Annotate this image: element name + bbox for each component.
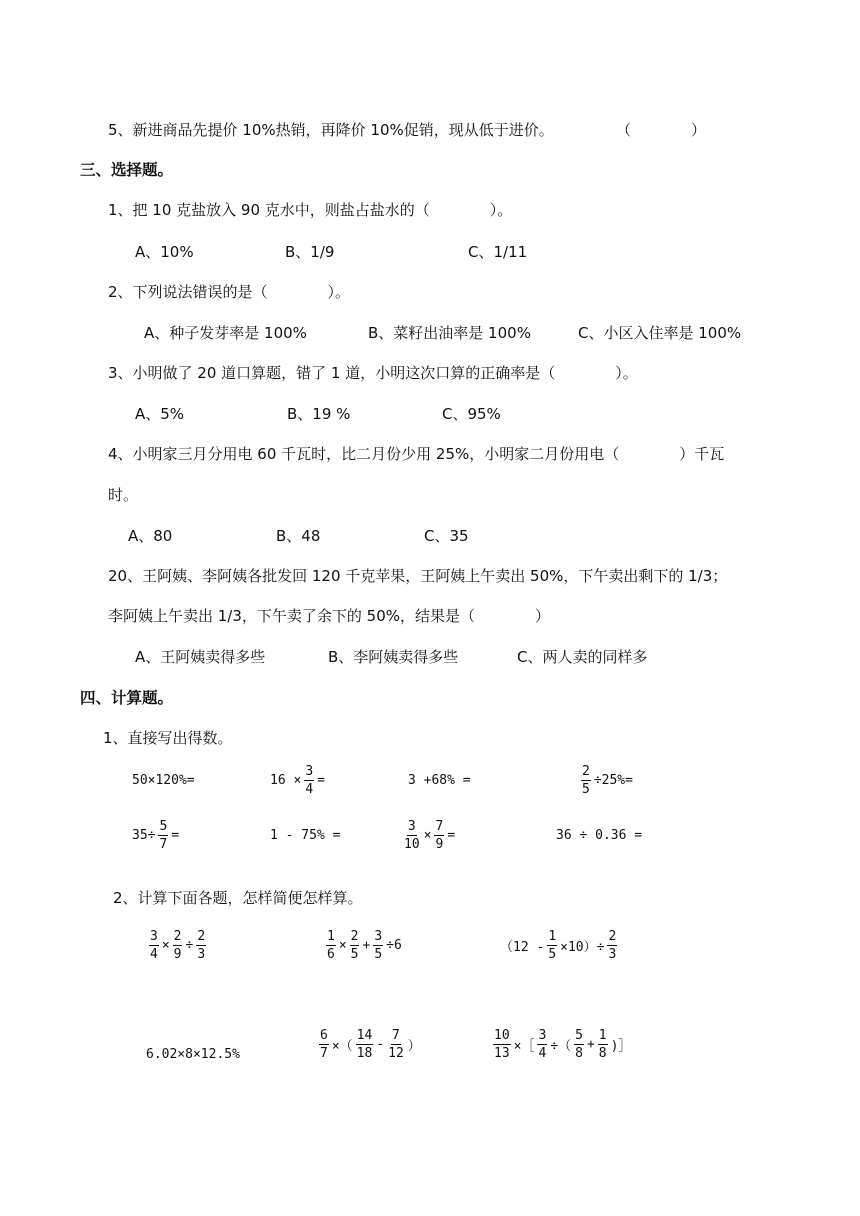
calc-part1-title: 1、直接写出得数。 <box>103 729 233 747</box>
choice-q1-option-b[interactable]: B、1/9 <box>285 243 335 261</box>
calc2-expr-e: $\frac{6}{7}$ ×（ $\frac{14}{18}$ - $\frac{7}{12}$ ） <box>320 1027 421 1061</box>
fraction: $\frac{2}{9}$ <box>173 928 182 962</box>
choice-q1-option-c[interactable]: C、1/11 <box>468 243 528 261</box>
calc1-expr-3: 3 +68% = <box>408 772 471 788</box>
choice-q4-option-b[interactable]: B、48 <box>276 527 321 545</box>
choice-q3-stem: 3、小明做了 20 道口算题，错了 1 道，小明这次口算的正确率是（ ）。 <box>108 364 638 382</box>
choice-q1-stem: 1、把 10 克盐放入 90 克水中，则盐占盐水的（ ）。 <box>108 201 513 219</box>
fraction: $\frac{3}{4}$ <box>150 928 158 962</box>
calc1-expr-2: 16 × $\frac{3}{4}$ = <box>270 763 325 797</box>
choice-q4-stem-line2: 时。 <box>108 486 139 504</box>
fraction: $\frac{5}{8}$ <box>575 1027 583 1061</box>
calc1-expr-6: 1 - 75% = <box>270 827 341 843</box>
fraction: $\frac{3}{10}$ <box>404 818 420 852</box>
section-3-title: 三、选择题。 <box>80 161 174 179</box>
choice-q20-option-b[interactable]: B、李阿姨卖得多些 <box>328 648 459 666</box>
fraction: $\frac{2}{5}$ <box>350 928 359 962</box>
choice-q2-option-b[interactable]: B、菜籽出油率是 100% <box>368 324 531 342</box>
judge-q5-blank[interactable]: （ ） <box>616 121 707 139</box>
calc1-expr-7: $\frac{3}{10}$ × $\frac{7}{9}$ = <box>404 818 456 852</box>
choice-q2-option-a[interactable]: A、种子发芽率是 100% <box>144 324 307 342</box>
choice-q4-option-a[interactable]: A、80 <box>128 527 173 545</box>
choice-q20-option-c[interactable]: C、两人卖的同样多 <box>517 648 648 666</box>
choice-q4-option-c[interactable]: C、35 <box>424 527 469 545</box>
fraction: $\frac{10}{13}$ <box>494 1027 510 1061</box>
choice-q2-option-c[interactable]: C、小区入住率是 100% <box>578 324 742 342</box>
fraction: $\frac{1}{8}$ <box>598 1027 607 1061</box>
calc1-expr-4: $\frac{2}{5}$ ÷25%= <box>582 763 633 797</box>
fraction: $\frac{14}{18}$ <box>356 1027 373 1061</box>
section-4-title: 四、计算题。 <box>80 689 174 707</box>
fraction: $\frac{7}{12}$ <box>388 1027 404 1061</box>
fraction: $\frac{5}{7}$ <box>159 818 168 852</box>
calc1-expr-5: 35÷ $\frac{5}{7}$ = <box>132 818 180 852</box>
calc-part2-title: 2、计算下面各题，怎样简便怎样算。 <box>113 889 363 907</box>
choice-q3-option-b[interactable]: B、19 % <box>287 405 351 423</box>
calc2-expr-c: （12 - $\frac{1}{5}$ ×10）÷ $\frac{2}{3}$ <box>500 928 617 962</box>
fraction: $\frac{6}{7}$ <box>320 1027 328 1061</box>
choice-q1-option-a[interactable]: A、10% <box>135 243 194 261</box>
choice-q20-stem-line2: 李阿姨上午卖出 1/3，下午卖了余下的 50%，结果是（ ） <box>108 607 551 625</box>
choice-q4-stem-line1: 4、小明家三月分用电 60 千瓦时，比二月份少用 25%，小明家二月份用电（ ）千瓦 <box>108 445 725 463</box>
calc2-expr-b: $\frac{1}{6}$ × $\frac{2}{5}$ + $\frac{3}{5}$ ÷6 <box>327 928 402 962</box>
choice-q2-stem: 2、下列说法错误的是（ ）。 <box>108 283 351 301</box>
fraction: $\frac{2}{3}$ <box>608 928 617 962</box>
calc2-expr-f: $\frac{10}{13}$ ×［ $\frac{3}{4}$ ÷（ $\frac{5}{8}$ + $\frac{1}{8}$ )］ <box>494 1027 632 1061</box>
choice-q20-stem-line1: 20、王阿姨、李阿姨各批发回 120 千克苹果，王阿姨上午卖出 50%，下午卖出剩下的 1/3； <box>108 567 728 585</box>
fraction: $\frac{1}{6}$ <box>327 928 335 962</box>
fraction: $\frac{7}{9}$ <box>435 818 444 852</box>
judge-q5-stem: 5、新进商品先提价 10%热销，再降价 10%促销，现从低于进价。 <box>108 121 554 139</box>
fraction: $\frac{3}{5}$ <box>374 928 383 962</box>
choice-q20-option-a[interactable]: A、王阿姨卖得多些 <box>135 648 266 666</box>
fraction: $\frac{3}{4}$ <box>305 763 314 797</box>
fraction: $\frac{1}{5}$ <box>548 928 557 962</box>
calc2-expr-d: 6.02×8×12.5% <box>146 1046 240 1062</box>
choice-q3-option-a[interactable]: A、5% <box>135 405 185 423</box>
fraction: $\frac{3}{4}$ <box>538 1027 547 1061</box>
calc1-expr-1: 50×120%= <box>132 772 195 788</box>
calc1-expr-8: 36 ÷ 0.36 = <box>556 827 643 843</box>
fraction: $\frac{2}{3}$ <box>197 928 206 962</box>
fraction: $\frac{2}{5}$ <box>582 763 590 797</box>
calc2-expr-a: $\frac{3}{4}$ × $\frac{2}{9}$ ÷ $\frac{2}{3}$ <box>150 928 206 962</box>
choice-q3-option-c[interactable]: C、95% <box>442 405 501 423</box>
